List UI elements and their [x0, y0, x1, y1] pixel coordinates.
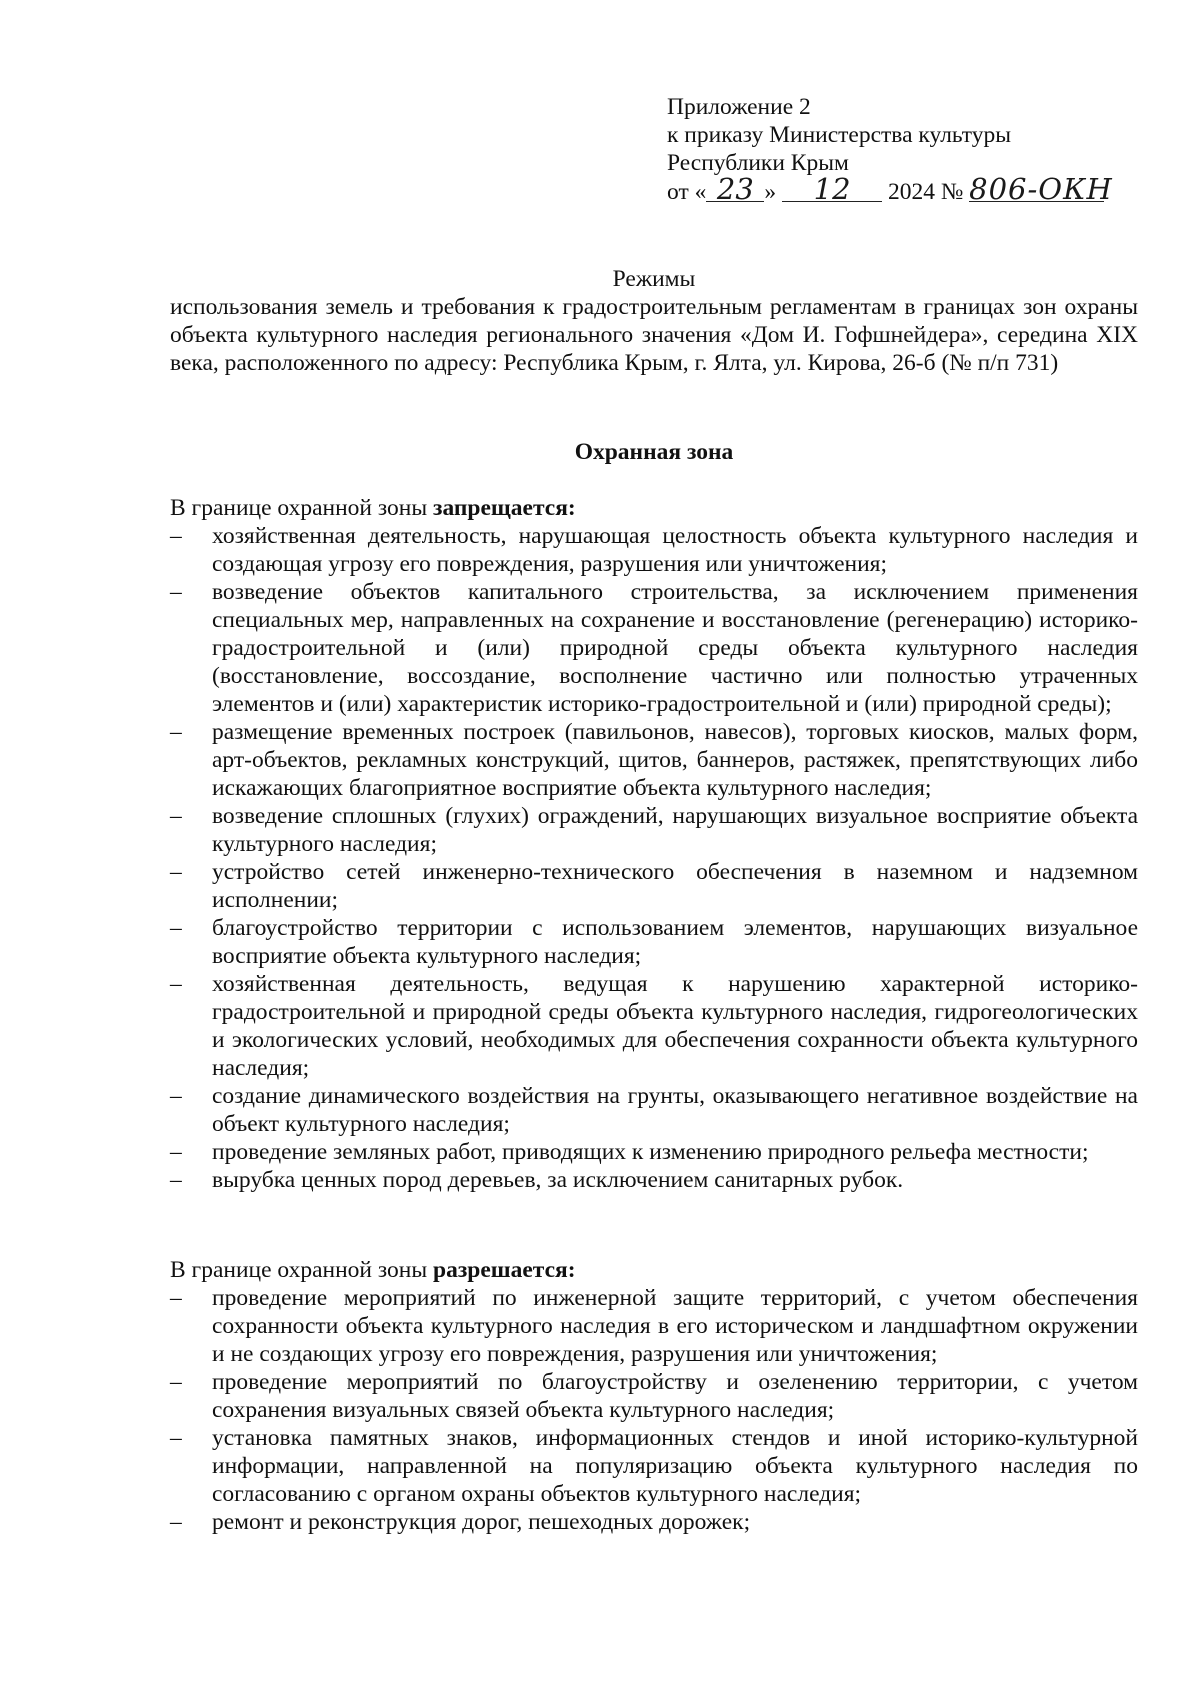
list-item-text: вырубка ценных пород деревьев, за исключением санитарных рубок.	[212, 1167, 904, 1193]
approval-line-1: Приложение 2	[667, 94, 811, 120]
prohibited-intro	[170, 494, 1138, 522]
dash-marker: –	[170, 579, 182, 605]
date-close-quote: »	[764, 179, 777, 205]
date-prefix: от «	[667, 179, 707, 205]
approval-stamp-block	[667, 93, 1127, 206]
list-item	[170, 1138, 1138, 1166]
dash-marker: –	[170, 1509, 182, 1535]
list-item-text: размещение временных построек (павильонов, навесов), торговых киосков, малых форм, арт-объектов, рекламных конструкций, щитов, баннеров, растяжек, препятствующих либо искажающих благоприятное восприятие объекта культурного наследия;	[212, 719, 1138, 801]
prohibited-intro-text: В границе охранной зоны	[170, 495, 433, 521]
dash-marker: –	[170, 1425, 182, 1451]
title-heading: Режимы	[612, 266, 696, 292]
approval-date-line	[667, 172, 1127, 206]
prohibited-intro-bold: запрещается:	[433, 495, 576, 521]
allowed-intro-text: В границе охранной зоны	[170, 1257, 433, 1283]
list-item	[170, 914, 1138, 970]
list-item	[170, 802, 1138, 858]
list-item-text: проведение мероприятий по инженерной защите территорий, с учетом обеспечения сохранности объекта культурного наследия в его историческом и ландшафтном окружении и не создающих угрозу его повреждения, разрушения или уничтожения;	[212, 1285, 1138, 1367]
approval-line-2: к приказу Министерства культуры	[667, 122, 1011, 148]
list-item	[170, 970, 1138, 1082]
section-heading-protection-zone: Охранная зона	[574, 439, 734, 465]
list-item	[170, 858, 1138, 914]
list-item-text: благоустройство территории с использованием элементов, нарушающих визуальное восприятие объекта культурного наследия;	[212, 915, 1138, 969]
list-item-text: хозяйственная деятельность, нарушающая целостность объекта культурного наследия и создающая угрозу его повреждения, разрушения или уничтожения;	[212, 523, 1138, 577]
dash-marker: –	[170, 1285, 182, 1311]
handwritten-day: 23	[706, 177, 764, 202]
allowed-intro	[170, 1256, 1138, 1284]
dash-marker: –	[170, 1083, 182, 1109]
dash-marker: –	[170, 1167, 182, 1193]
handwritten-month: 12	[782, 177, 882, 202]
allowed-list	[170, 1284, 1138, 1536]
list-item-text: возведение сплошных (глухих) ограждений, нарушающих визуальное восприятие объекта культурного наследия;	[212, 803, 1138, 857]
list-item	[170, 1508, 1138, 1536]
approval-line-3: Республики Крым	[667, 150, 849, 176]
list-item	[170, 1424, 1138, 1508]
dash-marker: –	[170, 1139, 182, 1165]
dash-marker: –	[170, 859, 182, 885]
prohibited-list	[170, 522, 1138, 1194]
allowed-section	[170, 1256, 1138, 1536]
dash-marker: –	[170, 803, 182, 829]
list-item	[170, 1166, 1138, 1194]
handwritten-order-number: 806-ОКН	[969, 172, 1113, 206]
list-item	[170, 718, 1138, 802]
list-item-text: ремонт и реконструкция дорог, пешеходных дорожек;	[212, 1509, 751, 1535]
prohibited-section	[170, 494, 1138, 1194]
list-item-text: возведение объектов капитального строительства, за исключением применения специальных мер, направленных на сохранение и восстановление (регенерацию) историко-градостроительной и (или) природной среды объекта культурного наследия (восстановление, воссоздание, восполнение частично или полностью утраченных элементов и (или) характеристик историко-градостроительной и (или) природной среды);	[212, 579, 1138, 717]
list-item	[170, 1082, 1138, 1138]
list-item-text: устройство сетей инженерно-технического обеспечения в наземном и надземном исполнении;	[212, 859, 1138, 913]
list-item	[170, 522, 1138, 578]
list-item-text: установка памятных знаков, информационных стендов и иной историко-культурной информации, направленной на популяризацию объекта культурного наследия по согласованию с органом охраны объектов культурного наследия;	[212, 1425, 1138, 1507]
title-description: использования земель и требования к градостроительным регламентам в границах зон охраны объекта культурного наследия регионального значения «Дом И. Гофшнейдера», середина XIX века, расположенного по адресу: Республика Крым, г. Ялта, ул. Кирова, 26-б (№ п/п 731)	[170, 294, 1138, 376]
dash-marker: –	[170, 1369, 182, 1395]
list-item-text: проведение земляных работ, приводящих к изменению природного рельефа местности;	[212, 1139, 1089, 1165]
list-item	[170, 578, 1138, 718]
list-item-text: хозяйственная деятельность, ведущая к нарушению характерной историко-градостроительной и природной среды объекта культурного наследия, гидрогеологических и экологических условий, необходимых для обеспечения сохранности объекта культурного наследия;	[212, 971, 1138, 1081]
year-and-number-label: 2024 №	[887, 179, 964, 205]
list-item-text: проведение мероприятий по благоустройству и озеленению территории, с учетом сохранения визуальных связей объекта культурного наследия;	[212, 1369, 1138, 1423]
dash-marker: –	[170, 971, 182, 997]
dash-marker: –	[170, 523, 182, 549]
dash-marker: –	[170, 719, 182, 745]
document-title	[170, 265, 1138, 377]
allowed-intro-bold: разрешается:	[433, 1257, 576, 1283]
list-item-text: создание динамического воздействия на грунты, оказывающего негативное воздействие на объект культурного наследия;	[212, 1083, 1138, 1137]
list-item	[170, 1284, 1138, 1368]
dash-marker: –	[170, 915, 182, 941]
list-item	[170, 1368, 1138, 1424]
